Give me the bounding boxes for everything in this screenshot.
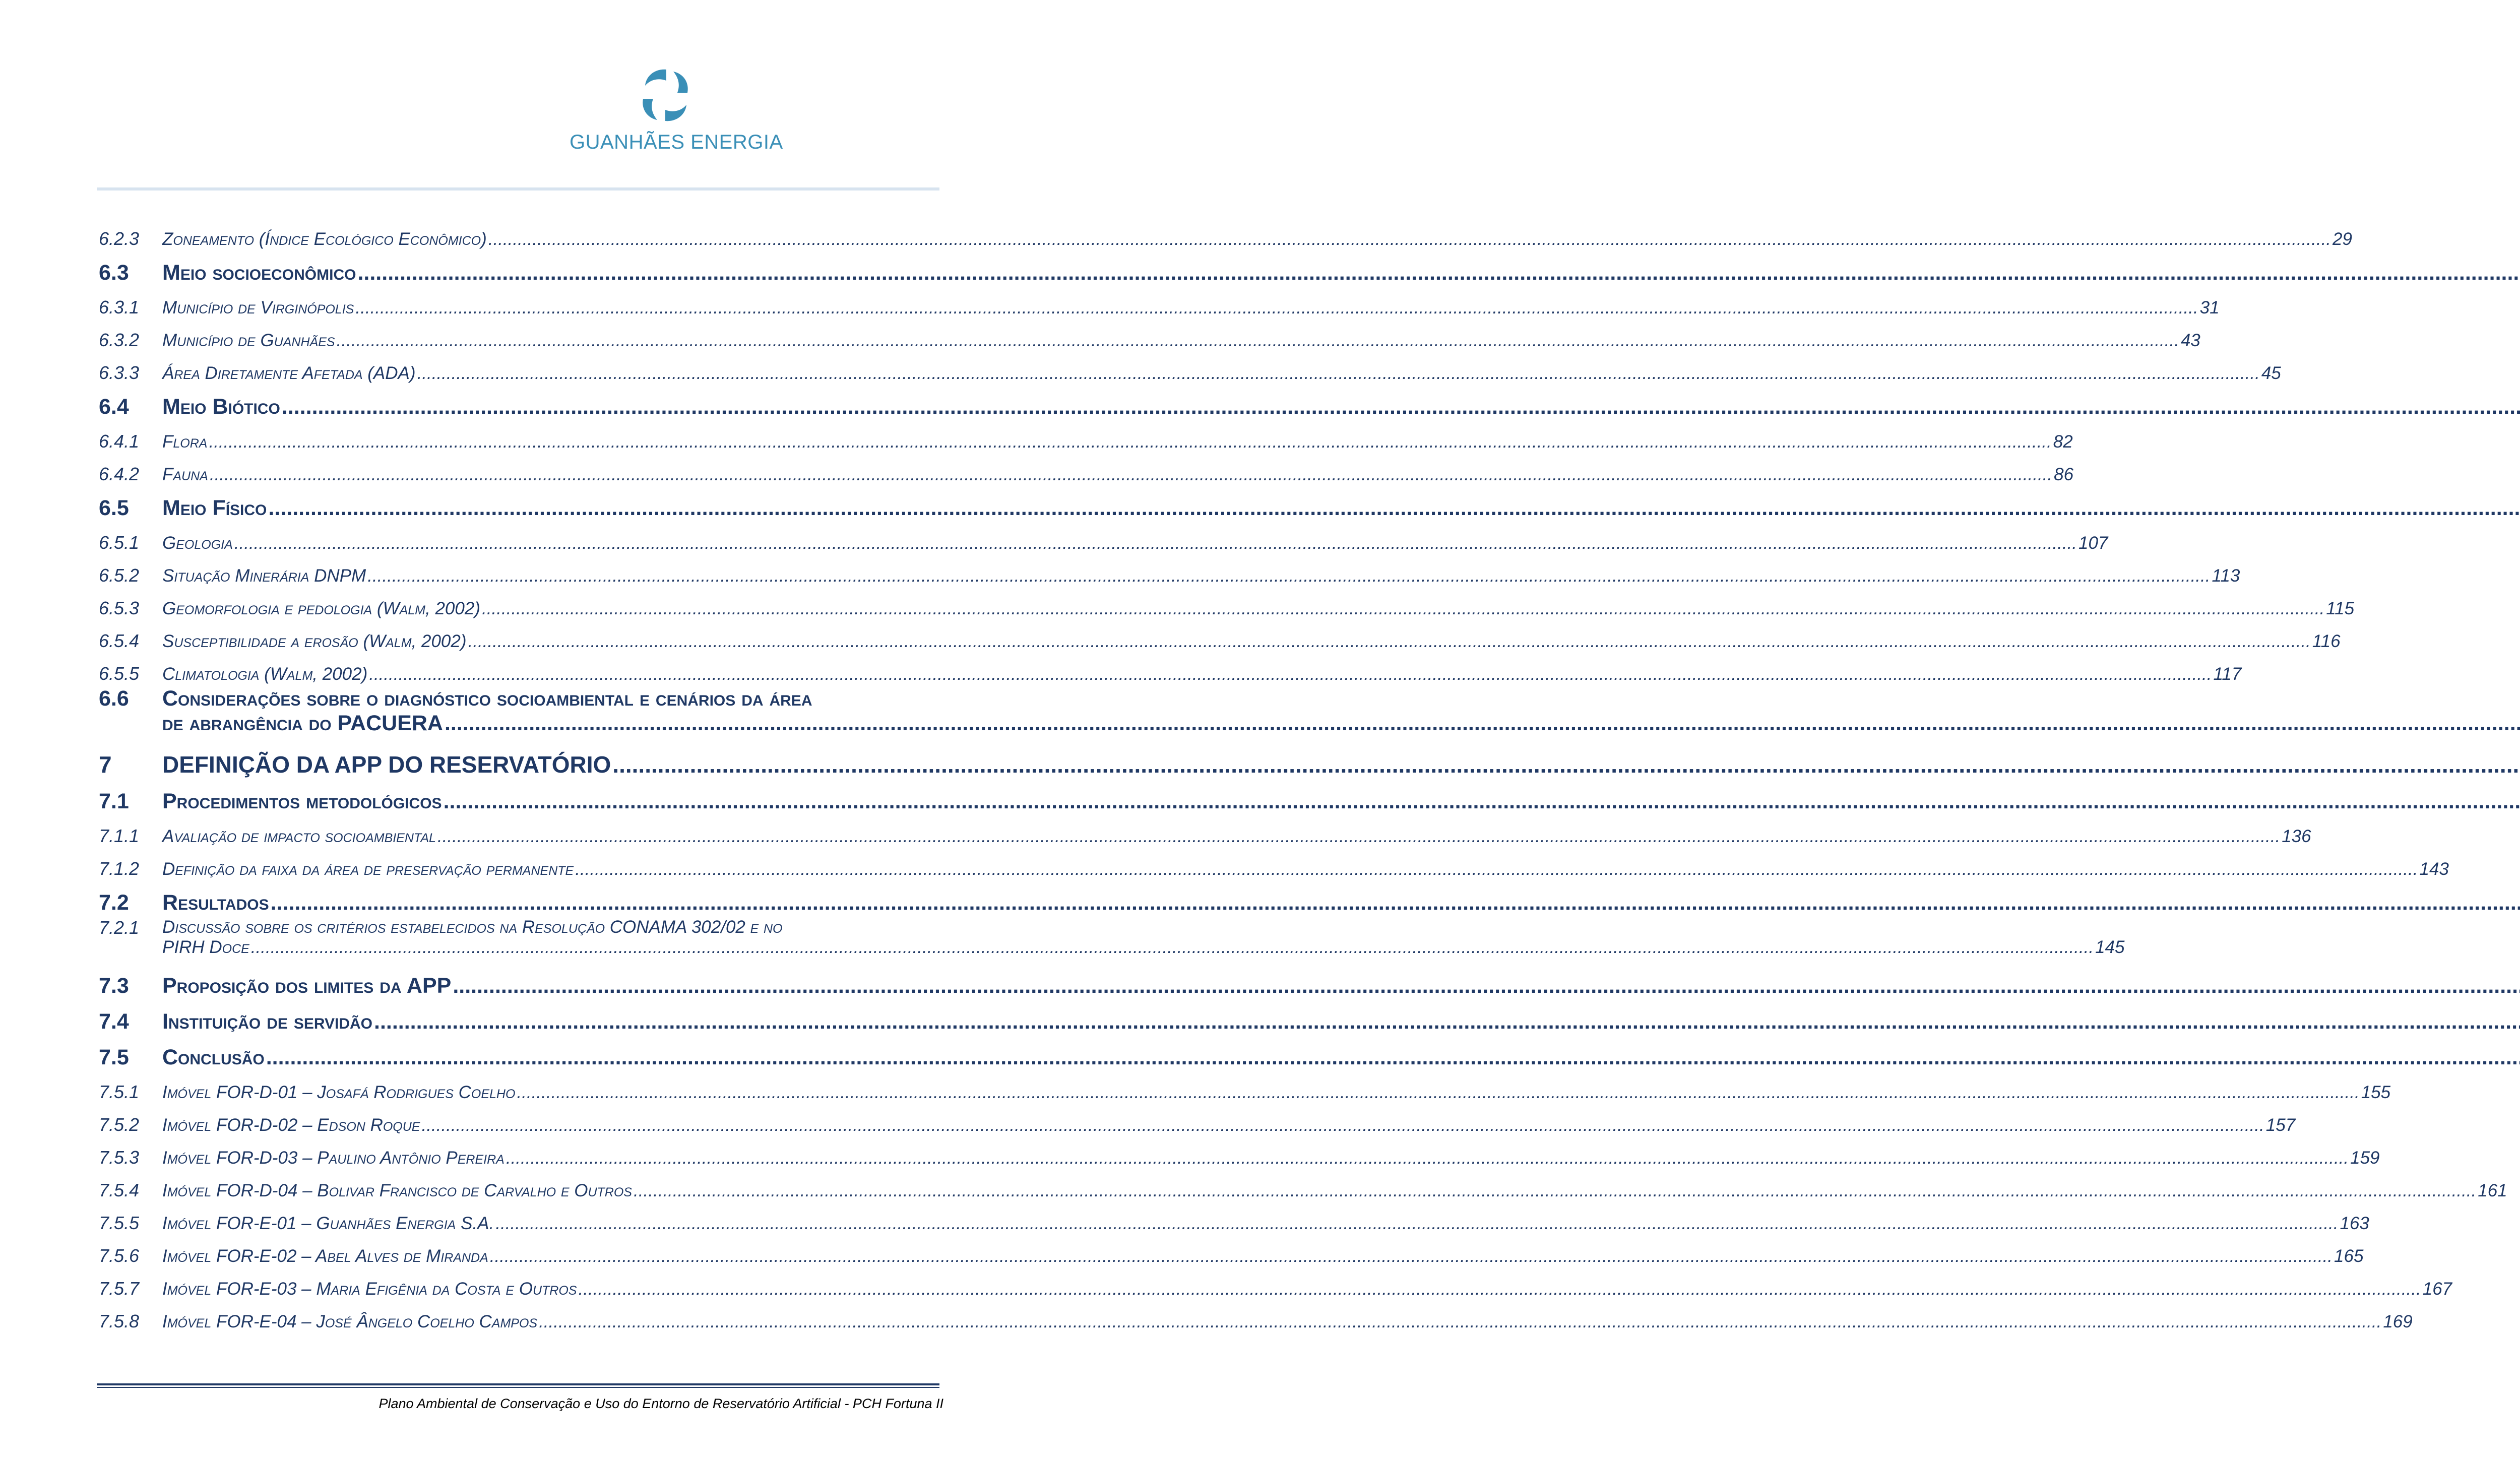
toc-page: 161 <box>2478 1181 2507 1200</box>
toc-title: Resultados <box>162 891 269 915</box>
toc-entry-7[interactable] <box>99 742 938 778</box>
toc-leader <box>517 1083 2359 1103</box>
toc-title-line2: de abrangência do PACUERA <box>162 711 443 735</box>
toc-number: 7.5.1 <box>99 1082 140 1102</box>
toc-page: 43 <box>2180 331 2200 350</box>
toc-number: 6.5.2 <box>99 565 140 586</box>
toc-leader <box>234 533 2077 553</box>
toc-title: Imóvel FOR-D-02 – Edson Roque <box>162 1115 420 1135</box>
toc-leader <box>337 331 2179 351</box>
toc-leader <box>421 1115 2264 1135</box>
toc-number: 6.2.3 <box>99 228 140 249</box>
toc-entry-7-2-1[interactable] <box>99 915 2125 963</box>
toc-page: 82 <box>2053 432 2073 452</box>
toc-title: Instituição de servidão <box>162 1009 372 1034</box>
toc-title: Geomorfologia e pedologia (Walm, 2002) <box>162 599 480 618</box>
toc-number: 7.2.1 <box>99 917 140 938</box>
toc-number: 6.4.2 <box>99 464 140 484</box>
toc-entry-7-1-2[interactable] <box>99 847 2449 879</box>
toc-leader <box>251 937 2094 958</box>
toc-number: 7.4 <box>99 1009 129 1034</box>
toc-entry-6-5-5[interactable] <box>99 652 2242 684</box>
toc-entry-7-5-8[interactable] <box>99 1299 2413 1332</box>
toc-title: Proposição dos limites da APP <box>162 974 452 998</box>
toc-number: 6.3.1 <box>99 297 140 318</box>
toc-entry-7-5-4[interactable] <box>99 1168 2507 1201</box>
toc-page: 169 <box>2383 1312 2413 1331</box>
toc-number: 6.4.1 <box>99 431 140 452</box>
toc-entry-7-5-3[interactable] <box>99 1135 2380 1168</box>
toc-leader <box>282 395 2520 419</box>
toc-number: 7.1.2 <box>99 858 140 879</box>
toc-leader <box>445 711 2520 736</box>
toc-number: 7.1.1 <box>99 826 140 846</box>
toc-number: 7.2 <box>99 891 129 915</box>
toc-number: 7.5.4 <box>99 1180 140 1200</box>
toc-leader <box>355 298 2198 318</box>
toc-number: 7.1 <box>99 789 129 813</box>
toc-title: Imóvel FOR-E-04 – José Ângelo Coelho Campos <box>162 1312 538 1331</box>
toc-entry-6-4[interactable] <box>99 384 938 419</box>
toc-page: 86 <box>2054 465 2074 484</box>
toc-entry-6-5-4[interactable] <box>99 619 2341 652</box>
toc-title: Imóvel FOR-D-01 – Josafá Rodrigues Coelho <box>162 1083 516 1102</box>
toc-page: 143 <box>2419 859 2449 879</box>
toc-entry-7-3[interactable] <box>99 963 938 998</box>
toc-leader <box>374 1009 2520 1034</box>
toc-number: 7.5.2 <box>99 1114 140 1135</box>
toc-number: 6.5.1 <box>99 532 140 553</box>
toc-leader <box>210 465 2052 485</box>
toc-entry-7-4[interactable] <box>99 998 938 1034</box>
toc-entry-6-5-2[interactable] <box>99 553 2240 586</box>
toc-title: Imóvel FOR-E-03 – Maria Efigênia da Costa e Outros <box>162 1279 577 1299</box>
toc-title: Zoneamento (Índice Ecológico Econômico) <box>162 229 487 249</box>
toc-page: 145 <box>2095 937 2125 957</box>
toc-title: Imóvel FOR-E-01 – Guanhães Energia S.A. <box>162 1214 494 1233</box>
toc-entry-7-5-5[interactable] <box>99 1201 2369 1234</box>
toc-page: 117 <box>2213 664 2242 684</box>
toc-title-line1: Discussão sobre os critérios estabelecidos na Resolução CONAMA 302/02 e no <box>162 917 783 937</box>
footer-divider-thin <box>97 1387 939 1388</box>
toc-page: 163 <box>2340 1214 2369 1233</box>
toc-title: Fauna <box>162 465 208 484</box>
toc-entry-6-2-3[interactable] <box>99 217 2352 249</box>
toc-leader <box>271 891 2520 915</box>
toc-leader <box>482 599 2324 619</box>
toc-entry-6-4-1[interactable] <box>99 419 2073 452</box>
toc-leader <box>495 1214 2338 1234</box>
toc-entry-7-5-1[interactable] <box>99 1070 2391 1103</box>
toc-entry-7-1-1[interactable] <box>99 814 2311 847</box>
toc-title: Imóvel FOR-D-03 – Paulino Antônio Pereira <box>162 1148 505 1168</box>
toc-entry-6-6[interactable] <box>99 684 938 742</box>
toc-entry-6-5-1[interactable] <box>99 521 2108 553</box>
toc-leader <box>612 751 2520 778</box>
toc-title: Meio Biótico <box>162 395 280 419</box>
toc-leader <box>357 261 2520 285</box>
toc-title: Imóvel FOR-E-02 – Abel Alves de Miranda <box>162 1246 488 1266</box>
toc-number: 7.5.6 <box>99 1245 140 1266</box>
toc-entry-6-3-3[interactable] <box>99 351 2281 384</box>
toc-number: 6.5.4 <box>99 630 140 651</box>
toc-title: Definição da faixa da área de preservação permanente <box>162 859 574 879</box>
toc-title: Área Diretamente Afetada (ADA) <box>162 363 416 383</box>
toc-page: 45 <box>2261 363 2281 383</box>
toc-title-line1: Considerações sobre o diagnóstico socioambiental e cenários da área <box>162 686 812 711</box>
toc-leader <box>468 631 2311 652</box>
toc-number: 6.5.5 <box>99 663 140 684</box>
toc-title: Procedimentos metodológicos <box>162 789 442 813</box>
toc-title: Imóvel FOR-D-04 – Bolivar Francisco de Carvalho e Outros <box>162 1181 632 1200</box>
company-logo <box>570 66 781 156</box>
brand-name: GUANHÃES ENERGIA <box>570 131 783 153</box>
toc-page: 115 <box>2326 599 2355 618</box>
toc-title: Geologia <box>162 533 233 553</box>
toc-number: 6.5 <box>99 496 129 520</box>
toc-page: 155 <box>2361 1083 2391 1102</box>
toc-leader <box>367 566 2210 586</box>
toc-title: Município de Guanhães <box>162 331 335 350</box>
toc-entry-6-5[interactable] <box>99 485 938 521</box>
toc-page: 157 <box>2265 1115 2296 1135</box>
toc-page: 136 <box>2282 827 2311 846</box>
toc-leader <box>575 859 2418 879</box>
toc-entry-6-3-2[interactable] <box>99 318 2200 351</box>
toc-leader <box>490 1246 2333 1266</box>
toc-number: 6.3 <box>99 261 129 285</box>
toc-entry-7-1[interactable] <box>99 778 938 814</box>
toc-entry-6-3[interactable] <box>99 249 938 285</box>
toc-number: 7.3 <box>99 974 129 998</box>
toc-title: Susceptibilidade a erosão (Walm, 2002) <box>162 631 467 651</box>
toc-entry-7-2[interactable] <box>99 879 938 915</box>
toc-number: 6.4 <box>99 395 129 419</box>
toc-entry-7-5-6[interactable] <box>99 1234 2364 1266</box>
toc-entry-6-3-1[interactable] <box>99 285 2220 318</box>
toc-leader <box>444 789 2520 814</box>
toc-number: 7.5 <box>99 1045 129 1069</box>
toc-title: Avaliação de impacto socioambiental <box>162 827 436 846</box>
toc-title: Conclusão <box>162 1045 265 1069</box>
toc-title: DEFINIÇÃO DA APP DO RESERVATÓRIO <box>162 751 611 778</box>
toc-entry-6-5-3[interactable] <box>99 586 2355 619</box>
toc-number: 6.3.3 <box>99 362 140 383</box>
toc-number: 7.5.7 <box>99 1278 140 1299</box>
toc-number: 7.5.8 <box>99 1311 140 1331</box>
footer-text: Plano Ambiental de Conservação e Uso do Entorno de Reservatório Artificial - PCH Fortuna II <box>379 1396 943 1411</box>
toc-page: 165 <box>2334 1246 2364 1266</box>
toc-leader <box>369 664 2212 684</box>
toc-page: 159 <box>2350 1148 2380 1168</box>
toc-leader <box>209 432 2051 452</box>
toc-page: 107 <box>2078 533 2108 553</box>
toc-leader <box>634 1181 2476 1201</box>
toc-leader <box>488 229 2331 249</box>
toc-page: 167 <box>2422 1279 2452 1299</box>
toc-leader <box>417 363 2260 384</box>
toc-title: Município de Virginópolis <box>162 298 354 318</box>
toc-number: 6.3.2 <box>99 330 140 350</box>
toc-number: 7 <box>99 751 112 778</box>
swirl-logo-icon <box>635 66 696 126</box>
toc-number: 7.5.3 <box>99 1147 140 1168</box>
toc-title: Situação Minerária DNPM <box>162 566 366 586</box>
toc-entry-7-5-7[interactable] <box>99 1266 2452 1299</box>
toc-entry-6-4-2[interactable] <box>99 452 2074 485</box>
toc-number: 6.5.3 <box>99 598 140 618</box>
toc-leader <box>539 1312 2381 1332</box>
toc-leader <box>453 974 2520 998</box>
toc-page: 31 <box>2199 298 2220 318</box>
footer-divider <box>97 1383 939 1385</box>
toc-entry-7-5-2[interactable] <box>99 1103 2296 1135</box>
toc-title-line2: PIRH Doce <box>162 937 249 957</box>
toc-leader <box>268 496 2520 521</box>
toc-leader <box>437 827 2280 847</box>
toc-number: 7.5.5 <box>99 1213 140 1233</box>
toc-title: Flora <box>162 432 208 452</box>
toc-leader <box>506 1148 2349 1168</box>
toc-title: Meio Físico <box>162 496 267 520</box>
toc-number: 6.6 <box>99 686 129 711</box>
header-divider <box>97 187 939 191</box>
toc-page: 116 <box>2312 631 2341 651</box>
toc-entry-7-5[interactable] <box>99 1034 938 1070</box>
toc-page: 113 <box>2212 566 2240 586</box>
toc-title: Meio socioeconômico <box>162 261 356 285</box>
toc-leader <box>266 1045 2520 1070</box>
toc-title: Climatologia (Walm, 2002) <box>162 664 368 684</box>
toc-leader <box>578 1279 2421 1299</box>
toc-page: 29 <box>2333 229 2352 249</box>
table-of-contents <box>99 217 2507 1332</box>
